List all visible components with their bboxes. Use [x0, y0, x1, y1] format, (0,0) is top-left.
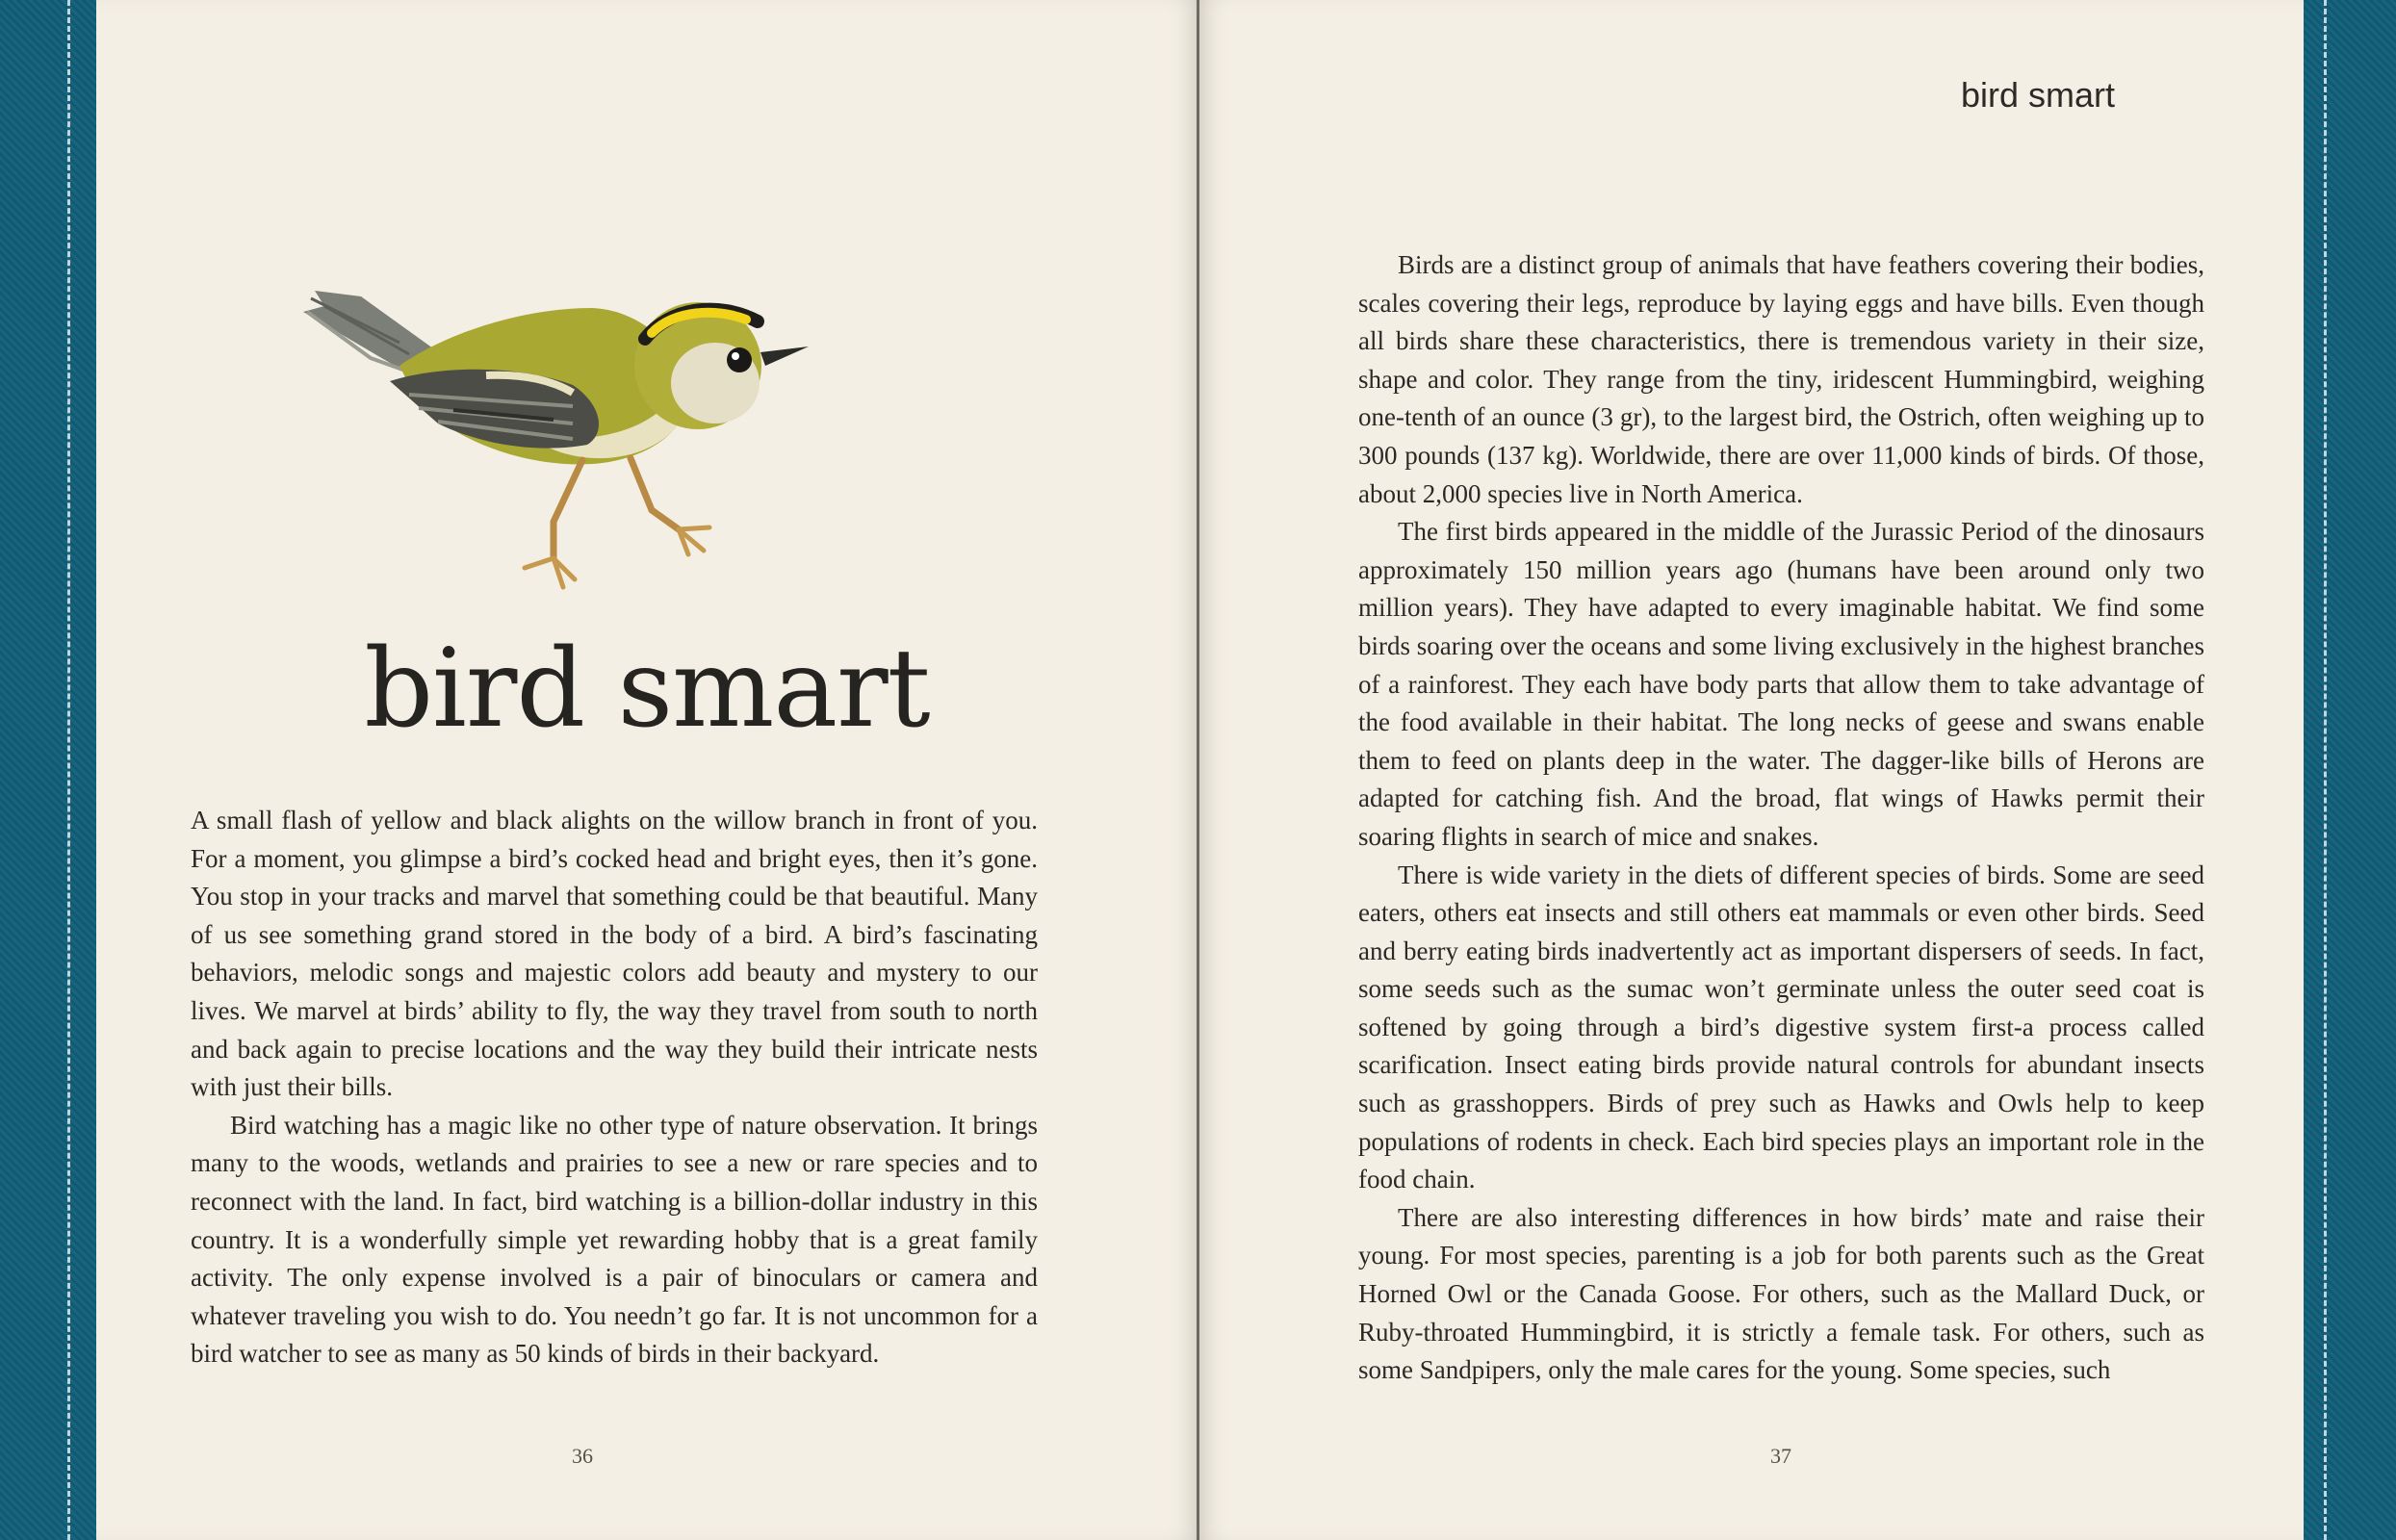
book-cover-left-edge [0, 0, 96, 1540]
cover-stitching-left [67, 0, 70, 1540]
page-number-right: 37 [1770, 1444, 1791, 1468]
paragraph: The first birds appeared in the middle of the Jurassic Period of the dinosaurs approximately 150 million years ago (humans have been around only two million years). They have adapted to every imaginable habitat. We find some birds soaring over the oceans and some living exclusively in the highest branches of a rainforest. They each have body parts that allow them to take advantage of the food available in their habitat. The long necks of geese and swans enable them to feed on plants deep in the water. The dagger-like bills of Herons are adapted for catching fish. And the broad, flat wings of Hawks permit their soaring flights in search of mice and snakes. [1358, 517, 2204, 851]
paragraph: There are also interesting differences in how birds’ mate and raise their young. For most species, parenting is a job for both parents such as the Great Horned Owl or the Canada Goose. For others, such as the Mallard Duck, or Ruby-throated Hummingbird, it is strictly a female task. For others, such as some Sandpipers, only the male cares for the young. Some species, such [1358, 1202, 2204, 1385]
right-page-body-text [1358, 246, 2204, 1390]
chapter-title: bird smart [364, 627, 930, 752]
book-gutter [1197, 0, 1199, 1540]
goldcrest-bird-illustration [265, 241, 862, 597]
paragraph: Birds are a distinct group of animals that have feathers covering their bodies, scales covering their legs, reproduce by laying eggs and have bills. Even though all birds share these characteristics, there is tremendous variety in their size, shape and color. They range from the tiny, iridescent Hummingbird, weighing one-tenth of an ounce (3 gr), to the largest bird, the Ostrich, often weighing up to 300 pounds (137 kg). Worldwide, there are over 11,000 kinds of birds. Of those, about 2,000 species live in North America. [1358, 250, 2204, 508]
cover-stitching-right [2324, 0, 2327, 1540]
left-page-body-text [191, 802, 1038, 1373]
page-number-left: 36 [572, 1444, 593, 1468]
running-head: bird smart [1960, 75, 2115, 115]
paragraph: There is wide variety in the diets of different species of birds. Some are seed eaters, others eat insects and still others eat mammals or even other birds. Seed and berry eating birds inadvertently act as important dispersers of seeds. In fact, some seeds such as the sumac won’t germinate unless the outer seed coat is softened by going through a bird’s digestive system first-a process called scarification. Insect eating birds provide natural controls for abundant insects such as grasshoppers. Birds of prey such as Hawks and Owls help to keep populations of rodents in check. Each bird species plays an important role in the food chain. [1358, 860, 2204, 1194]
paragraph: Bird watching has a magic like no other type of nature observation. It brings many to the woods, wetlands and prairies to see a new or rare species and to reconnect with the land. In fact, bird watching is a billion-dollar industry in this country. It is a wonderfully simple yet rewarding hobby that is a great family activity. The only expense involved is a pair of binoculars or camera and whatever traveling you wish to do. You needn’t go far. It is not uncommon for a bird watcher to see as many as 50 kinds of birds in their backyard. [191, 1110, 1038, 1369]
book-cover-right-edge [2304, 0, 2396, 1540]
paragraph: A small flash of yellow and black alights on the willow branch in front of you. For a moment, you glimpse a bird’s cocked head and bright eyes, then it’s gone. You stop in your tracks and marvel that something could be that beautiful. Many of us see something grand stored in the body of a bird. A bird’s fascinating behaviors, melodic songs and majestic colors add beauty and mystery to our lives. We marvel at birds’ ability to fly, the way they travel from south to north and back again to precise locations and the way they build their intricate nests with just their bills. [191, 806, 1038, 1102]
